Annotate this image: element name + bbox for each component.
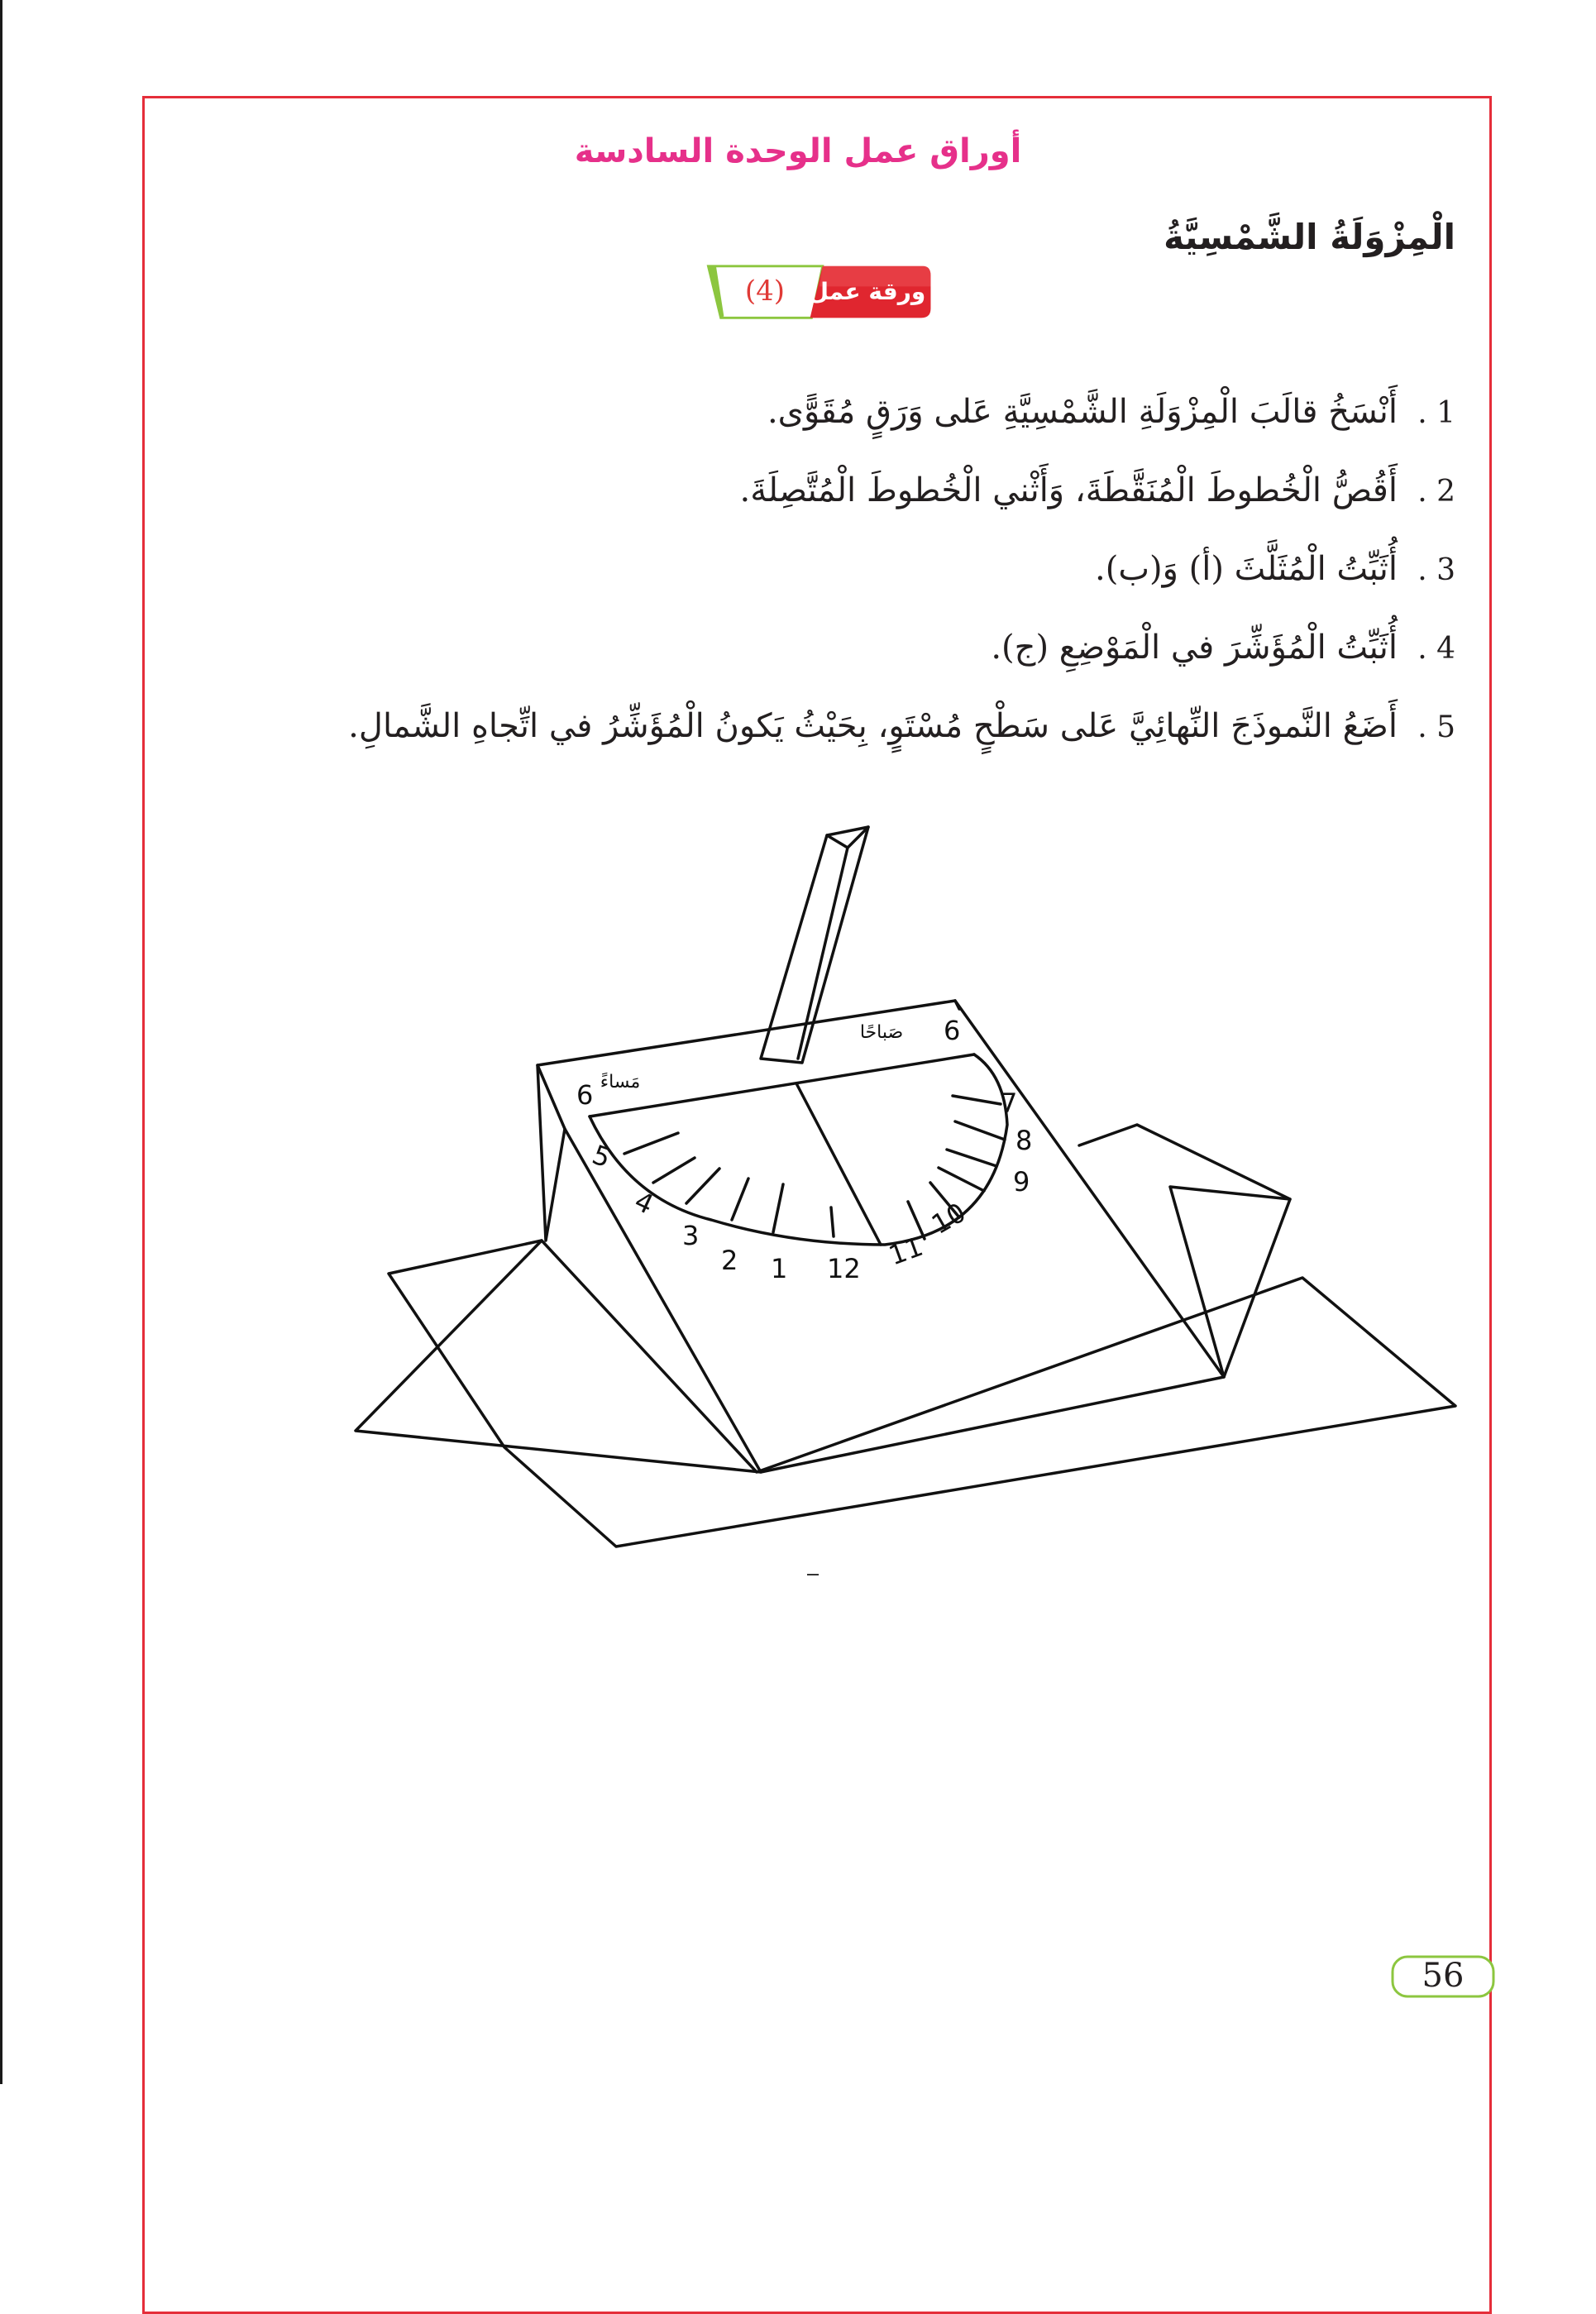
step-number: 5 . xyxy=(1417,710,1455,744)
wedge-top-face xyxy=(538,1001,1224,1472)
hour-label: 9 xyxy=(1013,1166,1030,1198)
step-text: أُثَبِّتُ الْمُؤَشِّرَ في الْمَوْضِعِ (ج). xyxy=(991,629,1398,667)
hour-label: 4 xyxy=(629,1184,659,1221)
base-sheet xyxy=(389,1241,1455,1547)
instruction-step xyxy=(215,387,1455,466)
hour-label: 3 xyxy=(682,1220,700,1251)
worksheet-number: (4) xyxy=(744,275,786,308)
hour-label: 12 xyxy=(827,1253,861,1284)
worksheet-label: ورقة عمل xyxy=(808,278,926,305)
hour-label: 5 xyxy=(588,1138,615,1174)
worksheet-badge xyxy=(699,263,939,327)
hour-label: 10 xyxy=(926,1196,972,1241)
lesson-title: الْمِزْوَلَةُ الشَّمْسِيَّةُ xyxy=(1164,217,1455,257)
instruction-step xyxy=(215,623,1455,701)
page-number: 56 xyxy=(1422,1957,1465,1995)
page-edge-rule xyxy=(0,0,2,2084)
step-text: أَضَعُ النَّموذَجَ النِّهائِيَّ عَلى سَطْحٍ مُسْتَوٍ، بِحَيْثُ يَكونُ الْمُؤَشِّرُ في اتِّجاهِ الشَّمالِ. xyxy=(348,707,1398,745)
sundial-illustration xyxy=(347,815,1522,1559)
evening-label: مَساءً xyxy=(600,1072,641,1092)
instruction-list xyxy=(215,387,1455,780)
dial-baseline xyxy=(590,1054,974,1116)
step-text: أُثَبِّتُ الْمُثَلَّثَ (أ) وَ(ب). xyxy=(1095,550,1398,588)
step-number: 3 . xyxy=(1417,553,1455,587)
instruction-step xyxy=(215,701,1455,780)
step-number: 2 . xyxy=(1417,475,1455,509)
hour-label: 7 xyxy=(1001,1088,1018,1119)
stray-mark xyxy=(807,1574,819,1575)
left-triangle-flap xyxy=(356,1241,761,1472)
step-text: أَقُصُّ الْخُطوطَ الْمُنَقَّطَةَ، وَأَثْني الْخُطوطَ الْمُتَّصِلَةَ. xyxy=(739,471,1398,509)
instruction-step xyxy=(215,544,1455,623)
dial-noon-line xyxy=(796,1083,881,1245)
wedge-left-side xyxy=(538,1065,565,1241)
right-triangle-flap xyxy=(1079,1125,1290,1377)
wedge-back-edge xyxy=(955,1001,959,1009)
right-triangle-inner xyxy=(1170,1187,1290,1377)
page-number-badge xyxy=(1389,1953,1497,2000)
step-text: أَنْسَخُ قالَبَ الْمِزْوَلَةِ الشَّمْسِيَّةِ عَلى وَرَقٍ مُقَوًّى. xyxy=(767,393,1398,431)
hour-label: 6 xyxy=(944,1015,961,1046)
unit-title: أوراق عمل الوحدة السادسة xyxy=(574,132,1022,170)
step-number: 1 . xyxy=(1417,396,1455,430)
hour-label: 11 xyxy=(884,1230,927,1272)
hour-label: 2 xyxy=(721,1245,738,1276)
step-number: 4 . xyxy=(1417,632,1455,666)
instruction-step xyxy=(215,466,1455,544)
hour-label: 1 xyxy=(771,1253,788,1284)
hour-label: 6 xyxy=(576,1079,594,1111)
morning-label: صَباحًا xyxy=(859,1022,904,1043)
gnomon-edge xyxy=(798,835,848,1059)
hour-label: 8 xyxy=(1015,1125,1033,1156)
